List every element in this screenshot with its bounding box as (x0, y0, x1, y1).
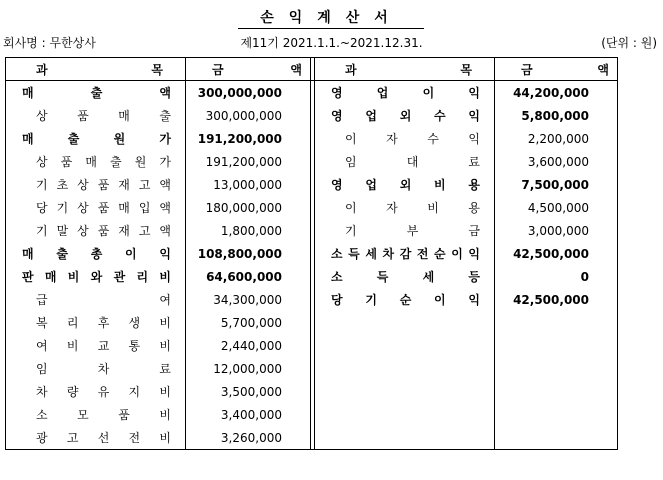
left-item-header: 과 목 (6, 58, 186, 81)
left-item-label: 소 모 품 비 (6, 403, 186, 426)
right-amount-header: 금 액 (495, 58, 618, 81)
right-item-amount: 7,500,000 (495, 173, 618, 196)
right-item-header: 과 목 (315, 58, 495, 81)
right-item-label: 소 득 세 차 감 전 순 이 익 (315, 242, 495, 265)
left-item-label: 매 출 원 가 (6, 127, 186, 150)
left-item-label: 기 말 상 품 재 고 액 (6, 219, 186, 242)
right-item-amount: 3,600,000 (495, 150, 618, 173)
statement-row (6, 81, 618, 105)
left-item-label: 임 차 료 (6, 357, 186, 380)
left-item-label: 상 품 매 출 (6, 104, 186, 127)
right-item-amount: 44,200,000 (495, 81, 618, 105)
statement-row (6, 127, 618, 150)
left-item-amount: 5,700,000 (186, 311, 311, 334)
statement-row (6, 380, 618, 403)
right-item-amount (495, 311, 618, 334)
statement-row (6, 219, 618, 242)
right-item-amount (495, 334, 618, 357)
left-item-amount: 12,000,000 (186, 357, 311, 380)
right-item-label: 영 업 이 익 (315, 81, 495, 105)
left-item-amount: 2,440,000 (186, 334, 311, 357)
right-item-label: 소 득 세 등 (315, 265, 495, 288)
right-item-label (315, 380, 495, 403)
right-item-label: 당 기 순 이 익 (315, 288, 495, 311)
statement-row (6, 173, 618, 196)
statement-row (6, 104, 618, 127)
right-item-amount: 42,500,000 (495, 242, 618, 265)
header-row (6, 58, 618, 81)
left-item-amount: 180,000,000 (186, 196, 311, 219)
statement-row (6, 403, 618, 426)
left-item-amount: 108,800,000 (186, 242, 311, 265)
left-amount-header: 금 액 (186, 58, 311, 81)
right-item-label: 임 대 료 (315, 150, 495, 173)
company-name: 회사명 : 무한상사 (3, 36, 96, 50)
left-item-amount: 300,000,000 (186, 104, 311, 127)
right-item-label (315, 311, 495, 334)
left-item-amount: 1,800,000 (186, 219, 311, 242)
statement-row (6, 357, 618, 380)
left-item-amount: 191,200,000 (186, 127, 311, 150)
statement-row (6, 196, 618, 219)
left-item-label: 광 고 선 전 비 (6, 426, 186, 450)
statement-title: 손익계산서 (260, 10, 403, 26)
right-item-amount: 5,800,000 (495, 104, 618, 127)
right-item-label (315, 426, 495, 450)
left-item-amount: 13,000,000 (186, 173, 311, 196)
right-item-label: 기 부 금 (315, 219, 495, 242)
statement-row (6, 150, 618, 173)
currency-unit: (단위 : 원) (601, 36, 657, 50)
left-item-label: 매 출 총 이 익 (6, 242, 186, 265)
right-item-amount: 4,500,000 (495, 196, 618, 219)
left-item-label: 매 출 액 (6, 81, 186, 105)
title-underline (238, 28, 424, 29)
fiscal-period: 제11기 2021.1.1.~2021.12.31. (240, 36, 423, 50)
right-item-label (315, 357, 495, 380)
right-item-amount: 42,500,000 (495, 288, 618, 311)
right-item-label: 영 업 외 수 익 (315, 104, 495, 127)
left-item-label: 복 리 후 생 비 (6, 311, 186, 334)
right-item-amount (495, 403, 618, 426)
statement-row (6, 334, 618, 357)
left-item-amount: 64,600,000 (186, 265, 311, 288)
left-item-label: 상 품 매 출 원 가 (6, 150, 186, 173)
right-item-label (315, 334, 495, 357)
statement-row (6, 426, 618, 450)
right-item-label (315, 403, 495, 426)
left-item-label: 당 기 상 품 매 입 액 (6, 196, 186, 219)
statement-row (6, 265, 618, 288)
statement-row (6, 288, 618, 311)
left-item-label: 차 량 유 지 비 (6, 380, 186, 403)
right-item-label: 이 자 비 용 (315, 196, 495, 219)
left-item-amount: 34,300,000 (186, 288, 311, 311)
right-item-amount (495, 357, 618, 380)
left-item-amount: 300,000,000 (186, 81, 311, 105)
left-item-label: 여 비 교 통 비 (6, 334, 186, 357)
left-item-amount: 3,500,000 (186, 380, 311, 403)
right-item-amount: 3,000,000 (495, 219, 618, 242)
right-item-amount (495, 426, 618, 450)
left-item-amount: 3,260,000 (186, 426, 311, 450)
right-item-amount: 2,200,000 (495, 127, 618, 150)
right-item-label: 영 업 외 비 용 (315, 173, 495, 196)
statement-row (6, 242, 618, 265)
right-item-label: 이 자 수 익 (315, 127, 495, 150)
left-item-label: 기 초 상 품 재 고 액 (6, 173, 186, 196)
statement-row (6, 311, 618, 334)
left-item-label: 급 여 (6, 288, 186, 311)
left-item-amount: 3,400,000 (186, 403, 311, 426)
left-item-label: 판 매 비 와 관 리 비 (6, 265, 186, 288)
left-item-amount: 191,200,000 (186, 150, 311, 173)
right-item-amount: 0 (495, 265, 618, 288)
right-item-amount (495, 380, 618, 403)
income-statement-table (5, 57, 618, 450)
